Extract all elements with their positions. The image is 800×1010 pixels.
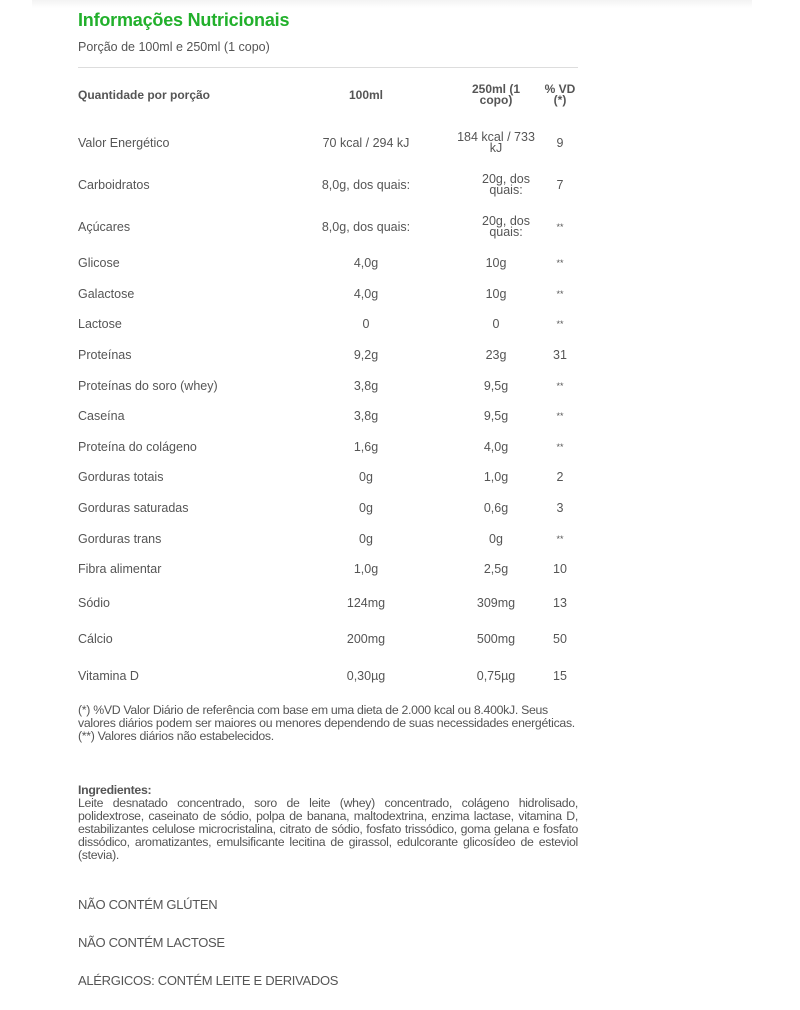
table-row bbox=[78, 523, 580, 554]
table-row bbox=[78, 248, 580, 279]
table-row bbox=[78, 370, 580, 401]
table-row bbox=[78, 585, 580, 622]
value-100ml: 0 bbox=[362, 317, 370, 332]
page-title: Informações Nutricionais bbox=[78, 10, 290, 30]
serving-size: Porção de 100ml e 250ml (1 copo) bbox=[78, 40, 270, 54]
claim-allergens: ALÉRGICOS: CONTÉM LEITE E DERIVADOS bbox=[78, 973, 339, 988]
value-100ml: 3,8g bbox=[353, 378, 379, 393]
value-250ml: 20g, dos quais: bbox=[482, 171, 530, 197]
ingredients-text: Leite desnatado concentrado, soro de leite (whey) concentrado, colágeno hidrolisado, polidextrose, caseinato de sódio, polpa de banana, maltodextrina, enzima lactase, vitamina D, estabilizantes celulose microcristalina, citrato de sódio, fosfato trissódico, goma gelana e fosfato dissódico, aromatizantes, emulsificante lecitina de girassol, edulcorante glicosídeo de esteviol (stevia). bbox=[78, 796, 578, 862]
table-row bbox=[78, 401, 580, 432]
nutrient-name: Proteínas do soro (whey) bbox=[78, 378, 218, 393]
ingredients-section bbox=[78, 784, 578, 862]
value-100ml: 4,0g bbox=[353, 286, 379, 301]
value-100ml: 1,0g bbox=[353, 562, 379, 577]
nutrient-name: Lactose bbox=[78, 317, 122, 332]
nutrient-name: Fibra alimentar bbox=[78, 562, 162, 577]
nutrient-name: Gorduras totais bbox=[78, 470, 164, 485]
table-row bbox=[78, 658, 580, 695]
value-100ml: 200mg bbox=[346, 632, 386, 647]
nutrient-name: Sódio bbox=[78, 595, 110, 610]
value-100ml: 3,8g bbox=[353, 409, 379, 424]
nutrient-name: Proteínas bbox=[78, 348, 132, 363]
value-250ml: 309mg bbox=[476, 595, 516, 610]
value-vd: 7 bbox=[556, 178, 564, 192]
nutrient-name: Proteína do colágeno bbox=[78, 439, 197, 454]
top-shadow-band bbox=[32, 0, 752, 8]
nutrient-name: Vitamina D bbox=[78, 668, 139, 683]
header-100ml: 100ml bbox=[348, 88, 384, 102]
value-vd: ** bbox=[556, 258, 564, 269]
value-100ml: 9,2g bbox=[353, 348, 379, 363]
value-250ml: 23g bbox=[485, 348, 507, 363]
value-vd: ** bbox=[556, 319, 564, 330]
table-row bbox=[78, 279, 580, 310]
value-250ml: 4,0g bbox=[483, 439, 509, 454]
table-row bbox=[78, 122, 580, 164]
nutrient-name: Cálcio bbox=[78, 632, 113, 647]
value-vd: 2 bbox=[556, 470, 564, 485]
header-quantity: Quantidade por porção bbox=[78, 88, 211, 102]
nutrient-name: Valor Energético bbox=[78, 136, 170, 150]
nutrient-name: Carboidratos bbox=[78, 178, 150, 192]
value-250ml: 10g bbox=[485, 286, 507, 301]
footnote-not-established: (**) Valores diários não estabelecidos. bbox=[78, 729, 274, 743]
table-row bbox=[78, 621, 580, 658]
value-vd: 9 bbox=[556, 136, 564, 150]
header-250ml: 250ml (1 copo) bbox=[471, 81, 521, 107]
value-100ml: 0g bbox=[359, 470, 373, 485]
value-100ml: 124mg bbox=[346, 595, 386, 610]
value-250ml: 184 kcal / 733 kJ bbox=[457, 129, 535, 155]
value-vd: 10 bbox=[553, 562, 567, 577]
value-vd: 31 bbox=[553, 348, 567, 363]
table-header-row bbox=[78, 68, 580, 122]
value-vd: 15 bbox=[553, 668, 567, 683]
value-vd: ** bbox=[556, 441, 564, 452]
value-100ml: 1,6g bbox=[353, 439, 379, 454]
nutrient-name: Açúcares bbox=[78, 220, 131, 234]
value-vd: 50 bbox=[553, 632, 567, 647]
value-250ml: 0,6g bbox=[483, 501, 509, 516]
footnotes bbox=[78, 704, 580, 743]
value-vd: ** bbox=[556, 380, 564, 391]
nutrient-name: Galactose bbox=[78, 286, 135, 301]
footnote-vd: (*) %VD Valor Diário de referência com base em uma dieta de 2.000 kcal ou 8.400kJ. Seus valores diários podem ser maiores ou menores dependendo de suas necessidades energéticas. bbox=[78, 703, 575, 730]
value-250ml: 1,0g bbox=[483, 470, 509, 485]
value-250ml: 9,5g bbox=[483, 409, 509, 424]
value-100ml: 0g bbox=[359, 531, 373, 546]
value-250ml: 2,5g bbox=[483, 562, 509, 577]
value-vd: ** bbox=[556, 411, 564, 422]
header-vd: % VD (*) bbox=[544, 81, 576, 107]
value-100ml: 70 kcal / 294 kJ bbox=[322, 136, 410, 150]
value-vd: 13 bbox=[553, 595, 567, 610]
value-100ml: 8,0g, dos quais: bbox=[321, 220, 411, 234]
value-vd: 3 bbox=[556, 501, 564, 516]
value-250ml: 9,5g bbox=[483, 378, 509, 393]
value-250ml: 500mg bbox=[476, 632, 516, 647]
value-100ml: 8,0g, dos quais: bbox=[321, 178, 411, 192]
table-row bbox=[78, 493, 580, 524]
claim-gluten-free: NÃO CONTÉM GLÚTEN bbox=[78, 897, 218, 912]
table-row bbox=[78, 462, 580, 493]
nutrition-table bbox=[78, 68, 580, 694]
value-vd: ** bbox=[556, 288, 564, 299]
nutrient-name: Glicose bbox=[78, 256, 120, 271]
value-100ml: 0g bbox=[359, 501, 373, 516]
nutrient-name: Gorduras trans bbox=[78, 531, 162, 546]
claim-lactose-free: NÃO CONTÉM LACTOSE bbox=[78, 935, 225, 950]
value-250ml: 0,75µg bbox=[476, 668, 516, 683]
table-row bbox=[78, 164, 580, 206]
nutrient-name: Gorduras saturadas bbox=[78, 501, 189, 516]
value-250ml: 10g bbox=[485, 256, 507, 271]
value-100ml: 0,30µg bbox=[346, 668, 386, 683]
value-vd: ** bbox=[556, 222, 564, 232]
table-row bbox=[78, 432, 580, 463]
value-250ml: 0g bbox=[489, 531, 503, 546]
value-100ml: 4,0g bbox=[353, 256, 379, 271]
table-row bbox=[78, 206, 580, 248]
nutrition-panel bbox=[78, 9, 580, 694]
ingredients-label: Ingredientes: bbox=[78, 783, 152, 797]
table-row bbox=[78, 554, 580, 585]
table-row bbox=[78, 309, 580, 340]
value-vd: ** bbox=[556, 533, 564, 544]
table-row bbox=[78, 340, 580, 371]
allergen-claims bbox=[78, 896, 578, 1010]
value-250ml: 20g, dos quais: bbox=[482, 213, 530, 239]
value-250ml: 0 bbox=[492, 317, 500, 332]
nutrient-name: Caseína bbox=[78, 409, 125, 424]
